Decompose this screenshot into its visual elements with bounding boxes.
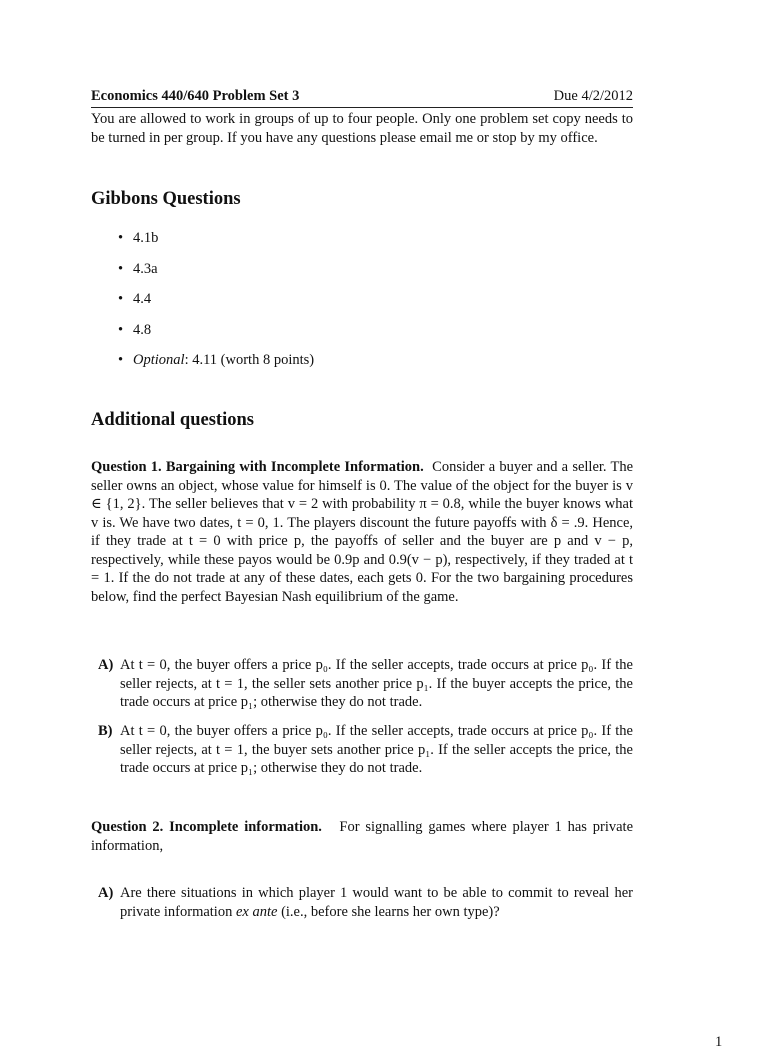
bullet-icon: •	[118, 260, 124, 277]
question-1-part-a	[98, 656, 633, 712]
part-text	[120, 884, 633, 921]
part-text-start: Are there situations in which player 1 would want to be able to commit to reveal her private information	[120, 885, 633, 920]
part-text: At t = 0, the buyer offers a price p₀. If the seller accepts, trade occurs at price p₀. If the seller rejects, at t = 1, the seller sets another price p₁. If the buyer accepts the price, the trade occurs at price p₁; otherwise they do not trade.	[120, 657, 633, 710]
optional-text: : 4.11 (worth 8 points)	[184, 352, 315, 368]
part-label: A)	[98, 885, 114, 901]
part-text: At t = 0, the buyer offers a price p₀. If the seller accepts, trade occurs at price p₀. If the seller rejects, at t = 1, the buyer sets another price p₁. If the seller accepts the price, the trade occurs at price p₁; otherwise they do not trade.	[120, 723, 633, 776]
part-text-emphasis: ex ante	[235, 903, 278, 920]
question-1	[91, 458, 633, 606]
question-1-title: Question 1. Bargaining with Incomplete Information.	[91, 459, 424, 475]
page-number: 1	[715, 1034, 723, 1050]
question-2	[91, 818, 633, 855]
list-item-text: 4.3a	[133, 260, 158, 277]
question-2-title: Question 2. Incomplete information.	[91, 819, 322, 835]
part-text-end: (i.e., before she learns her own type)?	[277, 903, 500, 920]
document-title: Economics 440/640 Problem Set 3	[91, 88, 300, 104]
intro-paragraph: You are allowed to work in groups of up to four people. Only one problem set copy needs to be turned in per group. If you have any questions please email me or stop by my office.	[91, 111, 633, 146]
question-1-body: Consider a buyer and a seller. The seller owns an object, whose value for himself is 0. The value of the object for the buyer is v ∈ {1, 2}. The seller believes that v = 2 with probability π = 0.8, while the buyer knows what v is. We have two dates, t = 0, 1. The players discount the future payoffs with δ = .9. Hence, if they trade at t = 0 with price p, the payoffs of seller and the buyer are p and v − p, respectively, while these payos would be 0.9p and 0.9(v − p), respectively, if they traded at t = 1. If the do not trade at any of these dates, each gets 0. For the two bargaining procedures below, find the perfect Bayesian Nash equilibrium of the game.	[91, 459, 634, 605]
problem-set-page	[91, 88, 723, 1050]
list-item	[118, 229, 314, 260]
bullet-icon: •	[118, 352, 124, 368]
question-2-part-a	[98, 884, 633, 921]
part-label: B)	[98, 723, 113, 739]
bullet-icon: •	[118, 321, 124, 338]
list-item-text: 4.4	[133, 291, 152, 307]
list-item	[118, 290, 314, 321]
gibbons-list	[118, 229, 314, 382]
gibbons-heading: Gibbons Questions	[91, 189, 241, 209]
list-item	[118, 260, 314, 291]
question-1-part-b	[98, 722, 633, 778]
page-header	[91, 88, 633, 108]
part-label: A)	[98, 657, 114, 673]
list-item-optional	[118, 351, 314, 382]
question-2-body: For signalling games where player 1 has private information,	[91, 819, 634, 854]
list-item-text: 4.1b	[133, 230, 159, 246]
bullet-icon: •	[118, 230, 124, 246]
list-item	[118, 321, 314, 352]
bullet-icon: •	[118, 291, 124, 307]
additional-heading: Additional questions	[91, 410, 254, 430]
list-item-text: 4.8	[133, 321, 152, 338]
optional-label: Optional	[133, 352, 185, 368]
due-date: Due 4/2/2012	[553, 88, 633, 104]
